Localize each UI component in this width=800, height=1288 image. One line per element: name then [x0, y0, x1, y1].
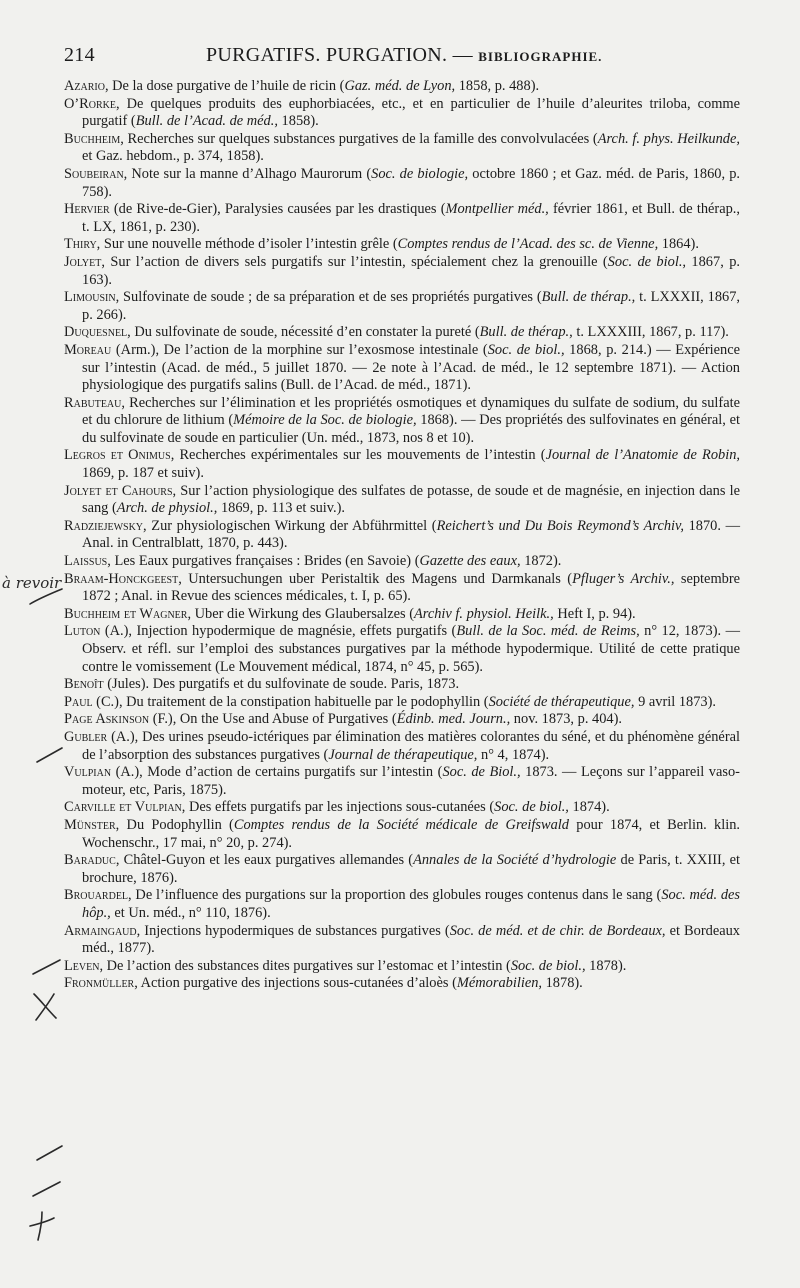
entry-author: Fronmüller, — [64, 975, 138, 992]
pen-cross-mark — [24, 1208, 58, 1244]
entry-text: Sur l’action physiologique des sulfates de potasse, de soude et de magnésie, en injection dans le sang ( — [82, 482, 740, 517]
entry-source: Soc. de biol., — [494, 799, 569, 816]
bibliography-entry — [64, 289, 740, 324]
entry-author: Page Askinson — [64, 711, 150, 728]
bibliography-entry — [64, 518, 740, 553]
entry-author: Paul — [64, 693, 93, 710]
entry-author: Luton — [64, 623, 101, 640]
entry-details: n° 12, 1873). — Observ. et réfl. sur l’emploi des substances purgatives par la méthode hypodermique. Utilité de cette pratique contre le vomissement (Le Mouvement médical, 1874, n° 45, p. 565). — [82, 623, 740, 675]
entry-author: Jolyet et Cahours, — [64, 482, 177, 499]
running-title — [206, 44, 602, 67]
entry-text: Uber die Wirkung des Glaubersalzes ( — [191, 605, 414, 622]
bibliography-entry — [64, 711, 740, 729]
entry-text: De la dose purgative de l’huile de ricin ( — [108, 78, 345, 94]
entry-text: Sur l’action de divers sels purgatifs sur l’intestin, spécialement chez la grenouille ( — [104, 253, 608, 270]
entry-source: Arch. f. phys. Heilkunde, — [597, 130, 740, 147]
entry-text: Action purgative des injections sous-cutanées d’aloès ( — [137, 975, 457, 992]
entry-author: Baraduc, — [64, 852, 120, 869]
entry-text: Du sulfovinate de soude, nécessité d’en constater la pureté ( — [130, 324, 480, 341]
bibliography-entry — [64, 764, 740, 799]
entry-source: Mémoire de la Soc. de biologie, — [233, 412, 417, 429]
bibliography-entry — [64, 729, 740, 764]
entry-author: Hervier — [64, 201, 110, 218]
entry-text: Recherches expérimentales sur les mouvements de l’intestin ( — [174, 447, 546, 464]
entry-author: Legros et Onimus, — [64, 447, 175, 464]
entry-source: Pfluger’s Archiv., — [572, 570, 675, 587]
entry-source: Annales de la Société d’hydrologie — [413, 852, 617, 869]
entry-details: 9 avril 1873). — [634, 693, 716, 710]
entry-source: Gazette des eaux, — [419, 553, 521, 570]
entry-text: (F.), On the Use and Abuse of Purgatives ( — [149, 711, 397, 728]
entry-details: 1878). — [585, 957, 627, 974]
entry-source: Soc. de biol., — [510, 957, 586, 974]
entry-author: Rabuteau, — [64, 394, 125, 411]
entry-author: Duquesnel, — [64, 324, 131, 341]
entry-source: Archiv f. physiol. Heilk., — [413, 605, 554, 622]
bibliography-entry — [64, 236, 740, 254]
bibliography-entry — [64, 201, 740, 236]
entry-source: Journal de thérapeutique, — [328, 746, 478, 763]
entry-details: et Gaz. hebdom., p. 374, 1858). — [82, 148, 264, 165]
bibliography-entry — [64, 923, 740, 958]
bibliography-entry — [64, 342, 740, 395]
entry-author: Limousin, — [64, 289, 120, 306]
entry-author: Münster, — [64, 816, 120, 833]
entry-text: Injections hypodermiques de substances purgatives ( — [140, 922, 450, 939]
entry-text: (A.), Injection hypodermique de magnésie, effets purgatifs ( — [100, 623, 457, 640]
entry-author: Thiry, — [64, 236, 101, 253]
pen-tick-mark — [34, 1140, 66, 1164]
entry-text: (Arm.), De l’action de la morphine sur l’exosmose intestinale ( — [111, 341, 488, 358]
entry-text: De quelques produits des euphorbiacées, etc., et en particulier de l’huile d’aleurites triloba, comme purgatif ( — [82, 95, 740, 130]
bibliography-entry — [64, 96, 740, 131]
entry-text: Zur physiologischen Wirkung der Abführmittel ( — [146, 517, 437, 534]
entry-author: Moreau — [64, 341, 112, 358]
entry-text: De l’influence des purgations sur la proportion des globules rouges contenus dans le sang ( — [131, 887, 662, 904]
entry-text: Châtel-Guyon et les eaux purgatives allemandes ( — [119, 852, 414, 869]
entry-author: O’Rorke, — [64, 95, 120, 112]
entry-details: 1858). — [277, 113, 319, 130]
entry-details: et Bordeaux méd., 1877). — [82, 922, 740, 957]
bibliography-entry — [64, 852, 740, 887]
entry-author: Buchheim et Wagner, — [64, 605, 192, 622]
entry-details: pour 1874, et Berlin. klin. Wochenschr., 17 mai, n° 20, p. 274). — [82, 816, 741, 851]
entry-details: n° 4, 1874). — [477, 746, 550, 763]
entry-source: Comptes rendus de l’Acad. des sc. de Vienne, — [397, 236, 659, 253]
entry-details: 1867, p. 163). — [82, 253, 740, 288]
entry-source: Bull. de la Soc. méd. de Reims, — [456, 623, 640, 640]
entry-source: Édinb. med. Journ., — [396, 711, 511, 728]
entry-details: 1868, p. 214.) — Expérience sur l’intestin (Acad. de méd., 5 juillet 1870. — 2e note à l’Acad. de méd., le 12 septembre 1871). — Action physiologique des purgatifs salins (Bull. de l’Acad. de méd., 1871). — [82, 341, 740, 394]
bibliography-entry — [64, 623, 740, 676]
entry-source: Journal de l’Anatomie de Robin, — [545, 447, 740, 464]
handwritten-note: à revoir — [2, 574, 62, 592]
entry-source: Bull. de l’Acad. de méd., — [135, 113, 278, 130]
bibliography-entry — [64, 483, 740, 518]
pen-tick-mark — [34, 744, 66, 766]
entry-text: (A.), Des urines pseudo-ictériques par élimination des matières colorantes du séné, et du phénomène général de l’absorption des substances purgatives ( — [82, 728, 740, 763]
entry-details: de Paris, t. XXIII, et brochure, 1876). — [82, 852, 740, 886]
entry-author: Jolyet, — [64, 253, 105, 270]
entry-details: 1870. — Anal. in Centralblatt, 1870, p. 443). — [82, 517, 740, 552]
entry-details: Heft I, p. 94). — [553, 605, 636, 622]
entry-author: Vulpian — [64, 764, 112, 781]
entry-text: (Jules). Des purgatifs et du sulfovinate de soude. Paris, 1873. — [103, 676, 460, 693]
entry-text: Note sur la manne d’Alhago Maurorum ( — [127, 165, 372, 182]
entry-source: Bull. de thérap., — [541, 289, 636, 306]
bibliography-entry — [64, 553, 740, 571]
pen-tick-mark — [30, 1176, 64, 1200]
bibliography-entry — [64, 606, 740, 624]
entry-text: (de Rive-de-Gier), Paralysies causées par les drastiques ( — [109, 201, 446, 218]
bibliography-entry — [64, 324, 740, 342]
entry-source: Soc. méd. des hôp., — [82, 887, 741, 921]
bibliography-entry — [64, 78, 740, 96]
bibliography-entry — [64, 254, 740, 289]
running-header — [64, 44, 744, 74]
entry-source: Soc. de Biol., — [442, 764, 521, 781]
entry-text: Des effets purgatifs par les injections sous-cutanées ( — [185, 799, 495, 816]
entry-details: février 1861, et Bull. de thérap., t. LX, 1861, p. 230). — [82, 201, 740, 235]
pen-stroke-mark — [26, 586, 66, 608]
bibliography-entry — [64, 676, 740, 694]
entry-author: Brouardel, — [64, 887, 132, 904]
entry-text: (C.), Du traitement de la constipation habituelle par le podophyllin ( — [92, 693, 489, 710]
entry-source: Société de thérapeutique, — [488, 693, 635, 710]
bibliography-entry — [64, 447, 740, 482]
entry-text: (A.), Mode d’action de certains purgatifs sur l’intestin ( — [111, 764, 443, 781]
entry-author: Gubler — [64, 728, 108, 745]
entry-author: Carville et Vulpian, — [64, 799, 186, 816]
bibliography-list — [64, 78, 740, 993]
running-title-main: PURGATIFS. PURGATION. — — [206, 44, 473, 66]
entry-details: 1868). — Des propriétés des sulfovinates en général, et du sulfovinate de soude en particulier (Un. méd., 1873, nos 8 et 10). — [82, 412, 740, 446]
page-number: 214 — [64, 44, 95, 66]
bibliography-entry — [64, 887, 740, 922]
entry-details: t. LXXXIII, 1867, p. 117). — [572, 324, 729, 341]
entry-author: Radziejewsky, — [64, 517, 147, 534]
entry-source: Gaz. méd. de Lyon, — [344, 78, 456, 94]
entry-text: Sur une nouvelle méthode d’isoler l’intestin grêle ( — [100, 236, 398, 253]
entry-details: nov. 1873, p. 404). — [510, 711, 622, 728]
entry-author: Armaingaud, — [64, 922, 141, 939]
bibliography-entry — [64, 694, 740, 712]
entry-source: Mémorabilien, — [456, 975, 543, 992]
entry-source: Soc. de méd. et de chir. de Bordeaux, — [449, 922, 666, 939]
entry-details: t. LXXXII, 1867, p. 266). — [82, 289, 741, 323]
entry-source: Arch. de physiol., — [116, 500, 218, 517]
entry-details: et Un. méd., n° 110, 1876). — [110, 904, 271, 921]
entry-details: 1858, p. 488). — [455, 78, 540, 94]
running-title-sub: BIBLIOGRAPHIE. — [478, 49, 603, 64]
bibliography-entry — [64, 817, 740, 852]
entry-author: Braam-Honckgeest, — [64, 570, 182, 587]
entry-text: De l’action des substances dites purgatives sur l’estomac et l’intestin ( — [103, 957, 511, 974]
pen-cross-mark — [28, 988, 64, 1024]
entry-source: Reichert’s und Du Bois Reymond’s Archiv, — [436, 517, 684, 534]
entry-author: Leven, — [64, 957, 104, 974]
bibliography-entry — [64, 571, 740, 606]
entry-text: Sulfovinate de soude ; de sa préparation et de ses propriétés purgatives ( — [119, 289, 542, 306]
entry-source: Montpellier méd., — [445, 201, 549, 218]
bibliography-entry — [64, 958, 740, 976]
entry-author: Buchheim, — [64, 130, 124, 147]
bibliography-entry — [64, 166, 740, 201]
entry-text: Les Eaux purgatives françaises : Brides (en Savoie) ( — [110, 553, 420, 570]
bibliography-entry — [64, 131, 740, 166]
entry-details: septembre 1872 ; Anal. in Revue des sciences médicales, t. I, p. 65). — [82, 570, 741, 605]
entry-details: octobre 1860 ; et Gaz. méd. de Paris, 1860, p. 758). — [82, 165, 740, 200]
entry-details: 1878). — [542, 975, 583, 992]
entry-details: 1873. — Leçons sur l’appareil vaso-moteur, etc, Paris, 1875). — [82, 764, 740, 798]
bibliography-entry — [64, 975, 740, 993]
entry-text: Du Podophyllin ( — [119, 816, 234, 833]
entry-author: Benoît — [64, 676, 104, 693]
entry-details: 1869, p. 187 et suiv). — [82, 465, 204, 482]
entry-details: 1874). — [568, 799, 610, 816]
entry-details: 1869, p. 113 et suiv.). — [217, 500, 346, 517]
entry-source: Soc. de biol., — [487, 341, 565, 358]
entry-text: Recherches sur l’élimination et les propriétés osmotiques et dynamiques du sulfate de sodium, du sulfate et du chlorure de lithium ( — [82, 394, 740, 429]
bibliography-entry — [64, 799, 740, 817]
entry-source: Comptes rendus de la Société médicale de Greifswald — [233, 816, 569, 833]
entry-text: Untersuchungen uber Peristaltik des Magens und Darmkanals ( — [181, 570, 573, 587]
entry-author: Laissus, — [64, 553, 111, 570]
entry-details: 1864). — [658, 236, 699, 253]
entry-details: 1872). — [520, 553, 562, 570]
pen-tick-mark — [30, 956, 64, 978]
entry-source: Soc. de biologie, — [371, 165, 469, 182]
entry-source: Soc. de biol., — [607, 253, 687, 270]
entry-author: Soubeiran, — [64, 165, 128, 182]
entry-source: Bull. de thérap., — [479, 324, 573, 341]
entry-author: Azario, — [64, 78, 109, 94]
entry-text: Recherches sur quelques substances purgatives de la famille des convolvulacées ( — [123, 130, 598, 147]
bibliography-entry — [64, 395, 740, 448]
